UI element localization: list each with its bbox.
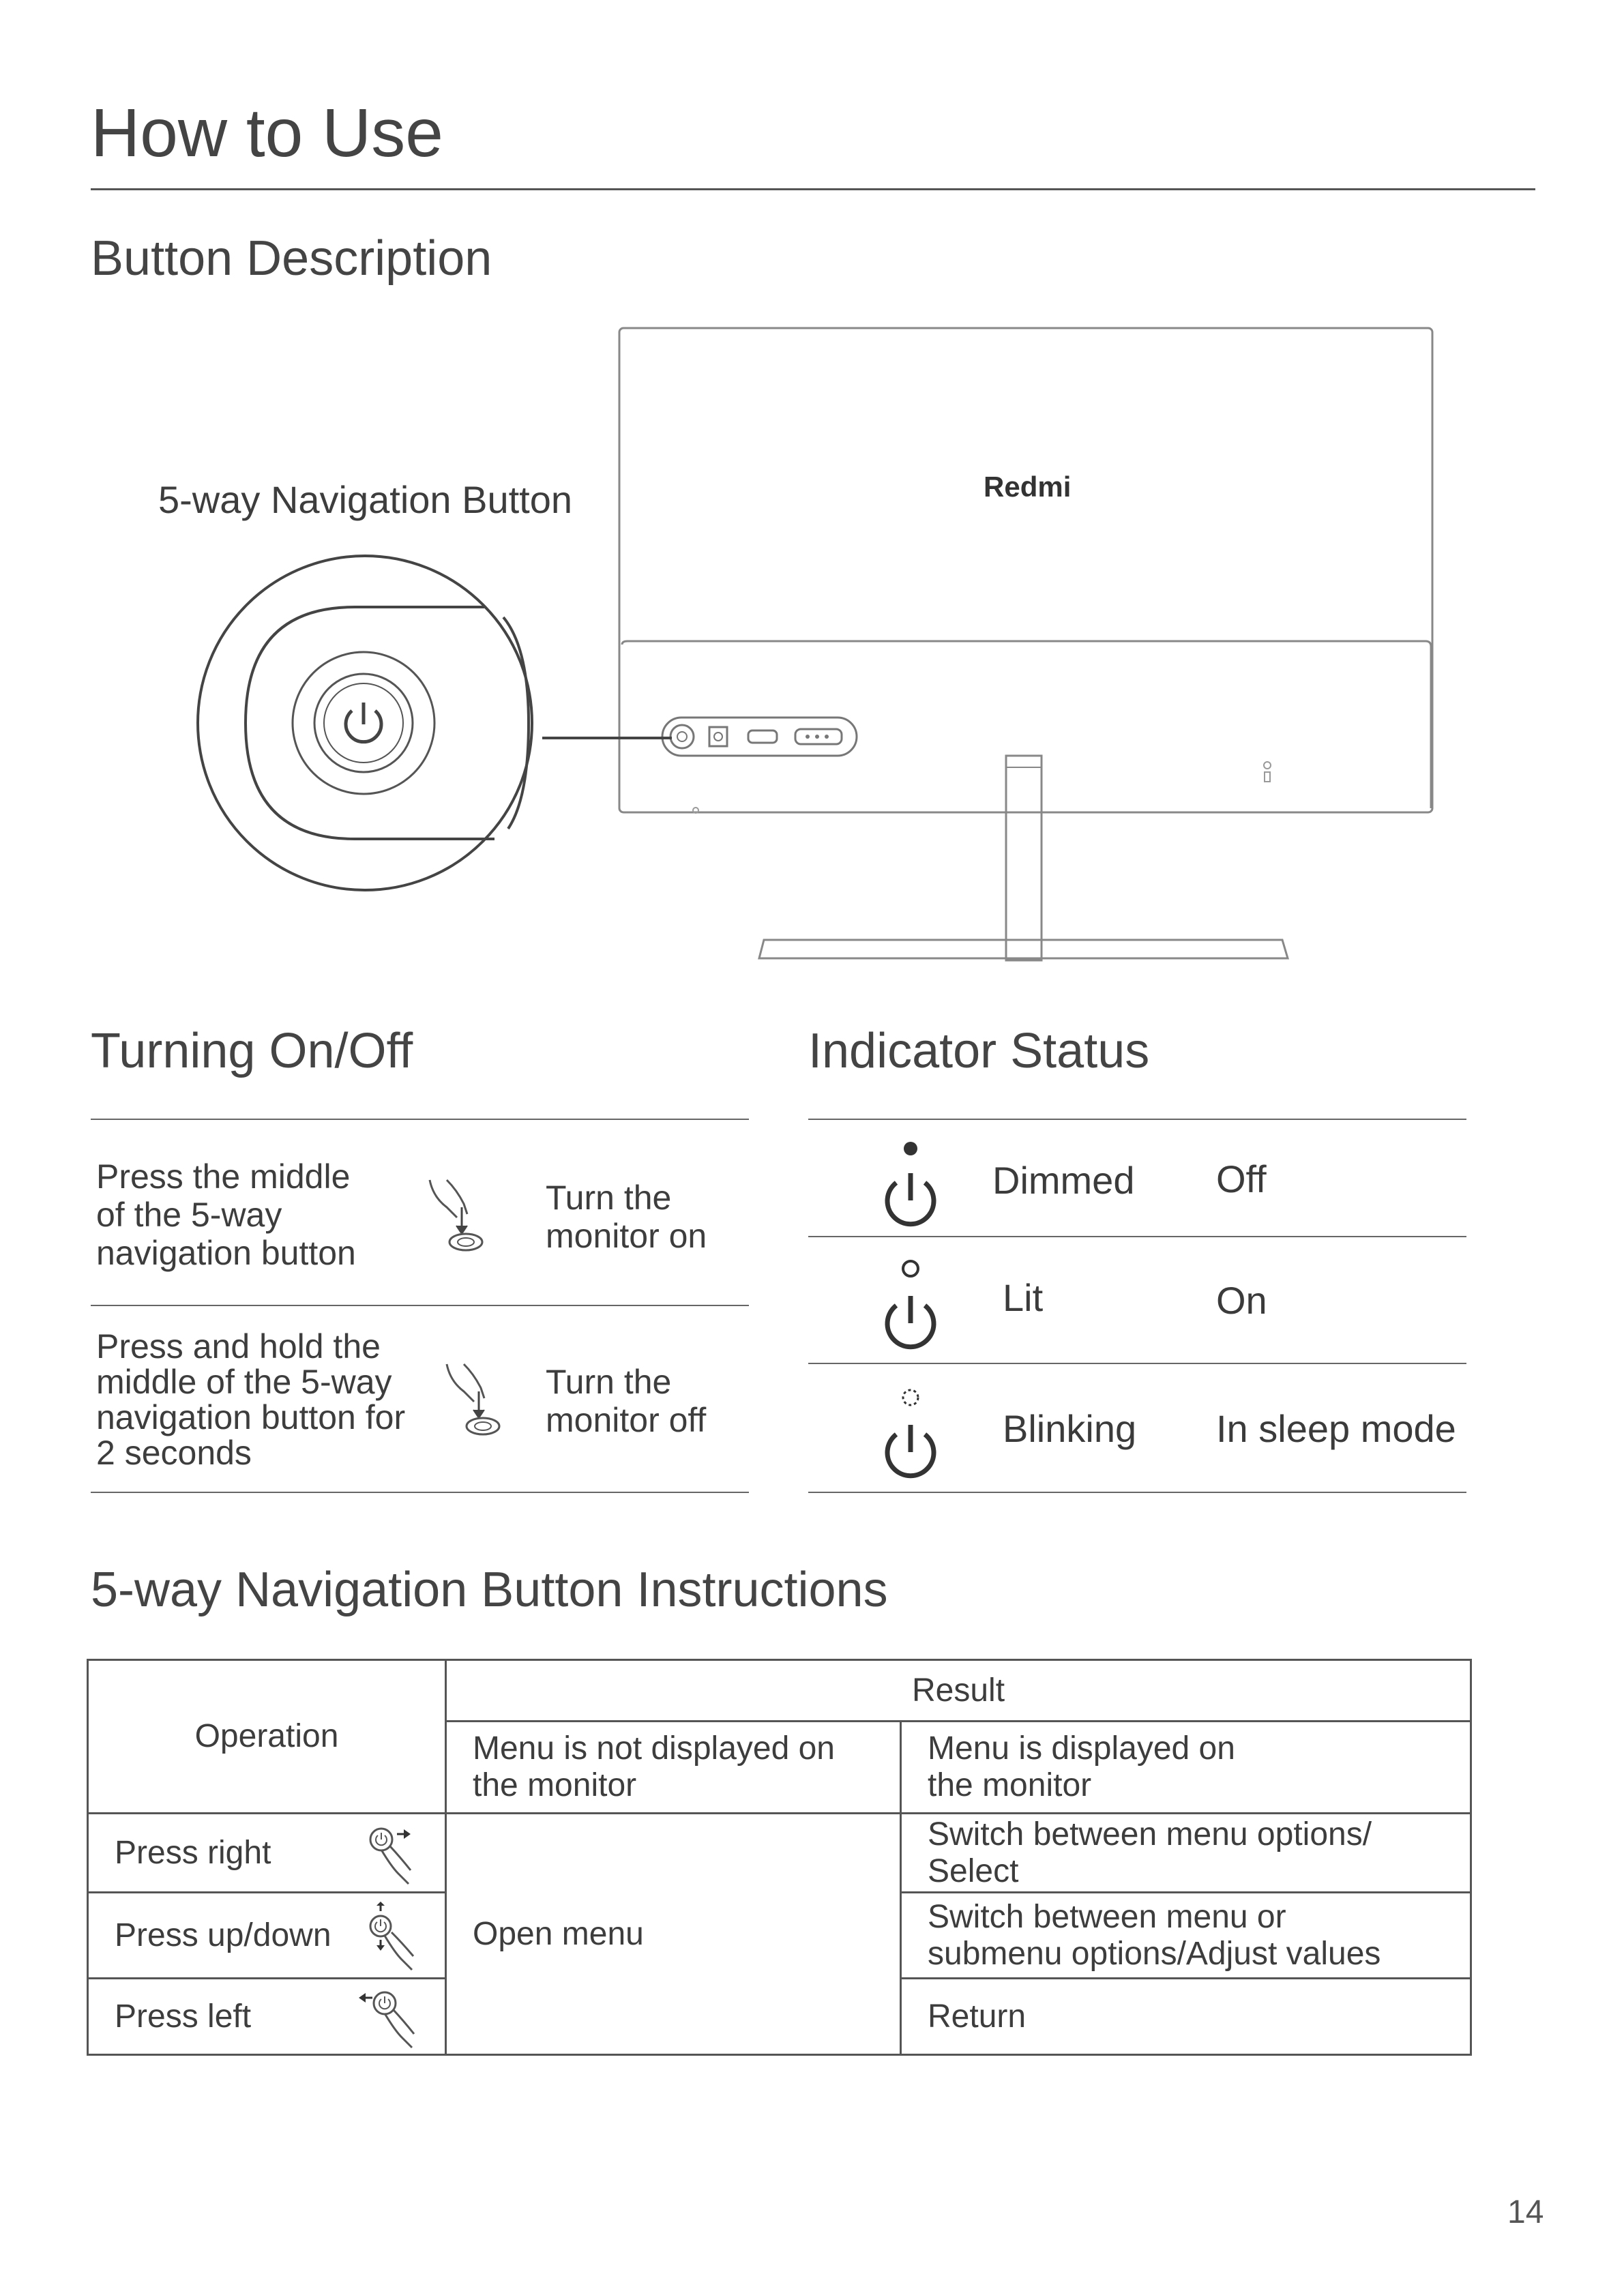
indicator-rule-bottom [808, 1492, 1466, 1493]
page-title: How to Use [91, 95, 443, 171]
table-row-displayed: Switch between menu or submenu options/Adjust values [901, 1893, 1471, 1979]
turning-row-2-action: Press and hold the middle of the 5-way navigation button for 2 seconds [96, 1327, 406, 1472]
indicator-row-2-light: Lit [1003, 1276, 1044, 1319]
section-title-turning: Turning On/Off [91, 1024, 413, 1078]
section-title-indicator: Indicator Status [808, 1024, 1150, 1078]
table-row-operation: Press right [88, 1814, 446, 1893]
turning-row-1-result: Turn the monitor on [546, 1179, 707, 1255]
indicator-rule-1 [808, 1236, 1466, 1237]
nav-instructions-table [87, 1659, 1472, 2056]
header-displayed: Menu is displayed on the monitor [901, 1722, 1471, 1814]
monitor-illustration [0, 0, 1624, 989]
indicator-row-2-state: On [1216, 1279, 1267, 1322]
turning-row-2-result: Turn the monitor off [546, 1363, 707, 1439]
indicator-rule-2 [808, 1363, 1466, 1364]
indicator-row-3-light: Blinking [1003, 1407, 1137, 1450]
power-icon-dot-dashed [880, 1388, 941, 1477]
press-right-icon [357, 1819, 426, 1887]
turning-rule-mid [91, 1305, 749, 1306]
indicator-row-1-state: Off [1216, 1157, 1267, 1200]
indicator-rule-top [808, 1119, 1466, 1120]
section-title-nav-instructions: 5-way Navigation Button Instructions [91, 1563, 888, 1617]
press-hold-icon [443, 1361, 518, 1443]
table-row-operation: Press up/down [88, 1893, 446, 1979]
header-result: Result [446, 1660, 1471, 1722]
indicator-row-1-light: Dimmed [992, 1159, 1135, 1202]
section-title-button-description: Button Description [91, 231, 492, 286]
header-not-displayed: Menu is not displayed on the monitor [446, 1722, 901, 1814]
turning-rule-bottom [91, 1492, 749, 1493]
header-operation: Operation [88, 1660, 446, 1814]
power-icon-dot-outline [880, 1259, 941, 1348]
table-row-operation: Press left [88, 1979, 446, 2055]
press-left-icon [357, 1983, 426, 2051]
press-up-down-icon [357, 1902, 426, 1970]
power-icon-dot-filled [880, 1140, 941, 1222]
nav-button-callout-label: 5-way Navigation Button [158, 478, 573, 521]
table-row-displayed: Return [901, 1979, 1471, 2055]
turning-rule-top [91, 1119, 749, 1120]
page-number: 14 [1507, 2194, 1544, 2230]
table-row-displayed: Switch between menu options/ Select [901, 1814, 1471, 1893]
press-middle-icon [426, 1177, 501, 1258]
indicator-row-3-state: In sleep mode [1216, 1407, 1456, 1450]
open-menu-cell: Open menu [446, 1814, 901, 2055]
brand-logo: Redmi [984, 471, 1072, 503]
turning-row-1-action: Press the middle of the 5-way navigation button [96, 1157, 356, 1272]
